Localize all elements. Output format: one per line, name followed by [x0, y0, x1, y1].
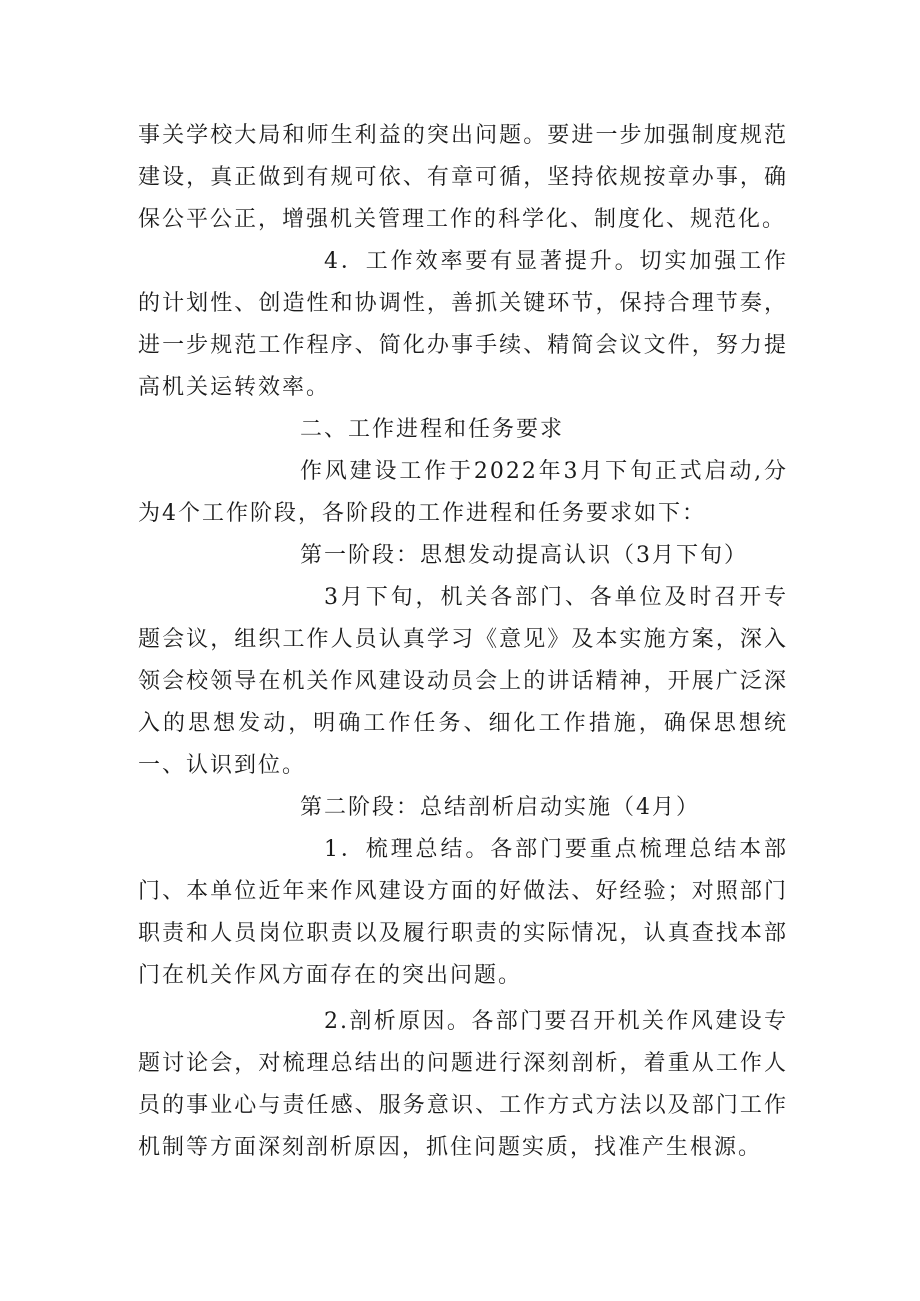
paragraph-efficiency: 4．工作效率要有显著提升。切实加强工作的计划性、创造性和协调性，善抓关键环节，保持合理节奏，进一步规范工作程序、简化办事手续、精简会议文件，努力提高机关运转效率。: [138, 249, 788, 400]
paragraph-continued: 事关学校大局和师生利益的突出问题。要进一步加强制度规范建设，真正做到有规可依、有章可循，坚持依规按章办事，确保公平公正，增强机关管理工作的科学化、制度化、规范化。: [138, 123, 788, 232]
stage-2-heading: 第二阶段：总结剖析启动实施（4月）: [300, 795, 700, 820]
paragraph-analysis: 2.剖析原因。各部门要召开机关作风建设专题讨论会，对梳理总结出的问题进行深刻剖析，着重从工作人员的事业心与责任感、服务意识、工作方式方法以及部门工作机制等方面深刻剖析原因，抓住问题实质，找准产生根源。: [138, 1009, 788, 1160]
paragraph-stage-1: 3月下旬，机关各部门、各单位及时召开专题会议，组织工作人员认真学习《意见》及本实施方案，深入领会校领导在机关作风建设动员会上的讲话精神，开展广泛深入的思想发动，明确工作任务、细化工作措施，确保思想统一、认识到位。: [138, 585, 788, 778]
paragraph-summary: 1．梳理总结。各部门要重点梳理总结本部门、本单位近年来作风建设方面的好做法、好经验；对照部门职责和人员岗位职责以及履行职责的实际情况，认真查找本部门在机关作风方面存在的突出问题。: [138, 837, 788, 988]
section-heading-2: 二、工作进程和任务要求: [300, 417, 565, 442]
document-page: [138, 115, 788, 1169]
stage-1-heading: 第一阶段：思想发动提高认识（3月下旬）: [300, 543, 748, 568]
paragraph-intro: 作风建设工作于2022年3月下旬正式启动,分为4个工作阶段，各阶段的工作进程和任务要求如下：: [138, 459, 788, 526]
